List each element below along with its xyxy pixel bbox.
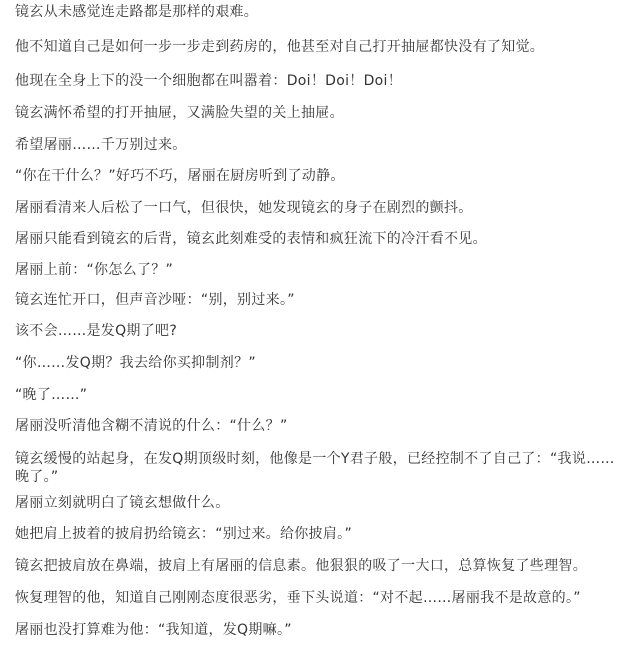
- paragraph: “你……发Q期？我去给你买抑制剂？”: [15, 355, 256, 371]
- paragraph: 恢复理智的他，知道自己刚刚态度很恶劣，垂下头说道：“对不起……屠丽我不是故意的。”: [15, 590, 581, 606]
- paragraph: 希望屠丽……千万别过来。: [15, 137, 187, 153]
- paragraph: 镜玄连忙开口，但声音沙哑：“别，别过来。”: [15, 292, 295, 308]
- paragraph: 她把肩上披着的披肩扔给镜玄：“别过来。给你披肩。”: [15, 526, 353, 542]
- paragraph: 屠丽上前：“你怎么了？”: [15, 262, 174, 278]
- paragraph: 屠丽只能看到镜玄的后背，镜玄此刻难受的表情和疯狂流下的冷汗看不见。: [15, 231, 487, 247]
- paragraph: 他不知道自己是如何一步一步走到药房的，他甚至对自己打开抽屉都快没有了知觉。: [15, 39, 545, 55]
- paragraph: 镜玄从未感觉连走路都是那样的艰难。: [15, 4, 259, 20]
- paragraph: 屠丽看清来人后松了一口气，但很快，她发现镜玄的身子在剧烈的颤抖。: [15, 200, 473, 216]
- paragraph: 镜玄缓慢的站起身，在发Q期顶级时刻，他像是一个Y君子般，已经控制不了自己了：“我说……晚了。”: [15, 451, 615, 485]
- paragraph: “你在干什么？”好巧不巧，屠丽在厨房听到了动静。: [15, 168, 345, 184]
- paragraph: 屠丽也没打算难为他：“我知道，发Q期嘛。”: [15, 622, 292, 638]
- paragraph: 该不会……是发Q期了吧?: [15, 323, 178, 339]
- paragraph: 屠丽没听清他含糊不清说的什么：“什么？”: [15, 418, 288, 434]
- paragraph: 镜玄把披肩放在鼻端，披肩上有屠丽的信息素。他狠狠的吸了一大口，总算恢复了些理智。: [15, 558, 587, 574]
- paragraph: “晚了……”: [15, 387, 88, 403]
- paragraph: 镜玄满怀希望的打开抽屉，又满脸失望的关上抽屉。: [15, 105, 344, 121]
- paragraph: 他现在全身上下的没一个细胞都在叫嚣着：Doi！Doi！Doi！: [15, 73, 403, 89]
- paragraph: 屠丽立刻就明白了镜玄想做什么。: [15, 495, 230, 511]
